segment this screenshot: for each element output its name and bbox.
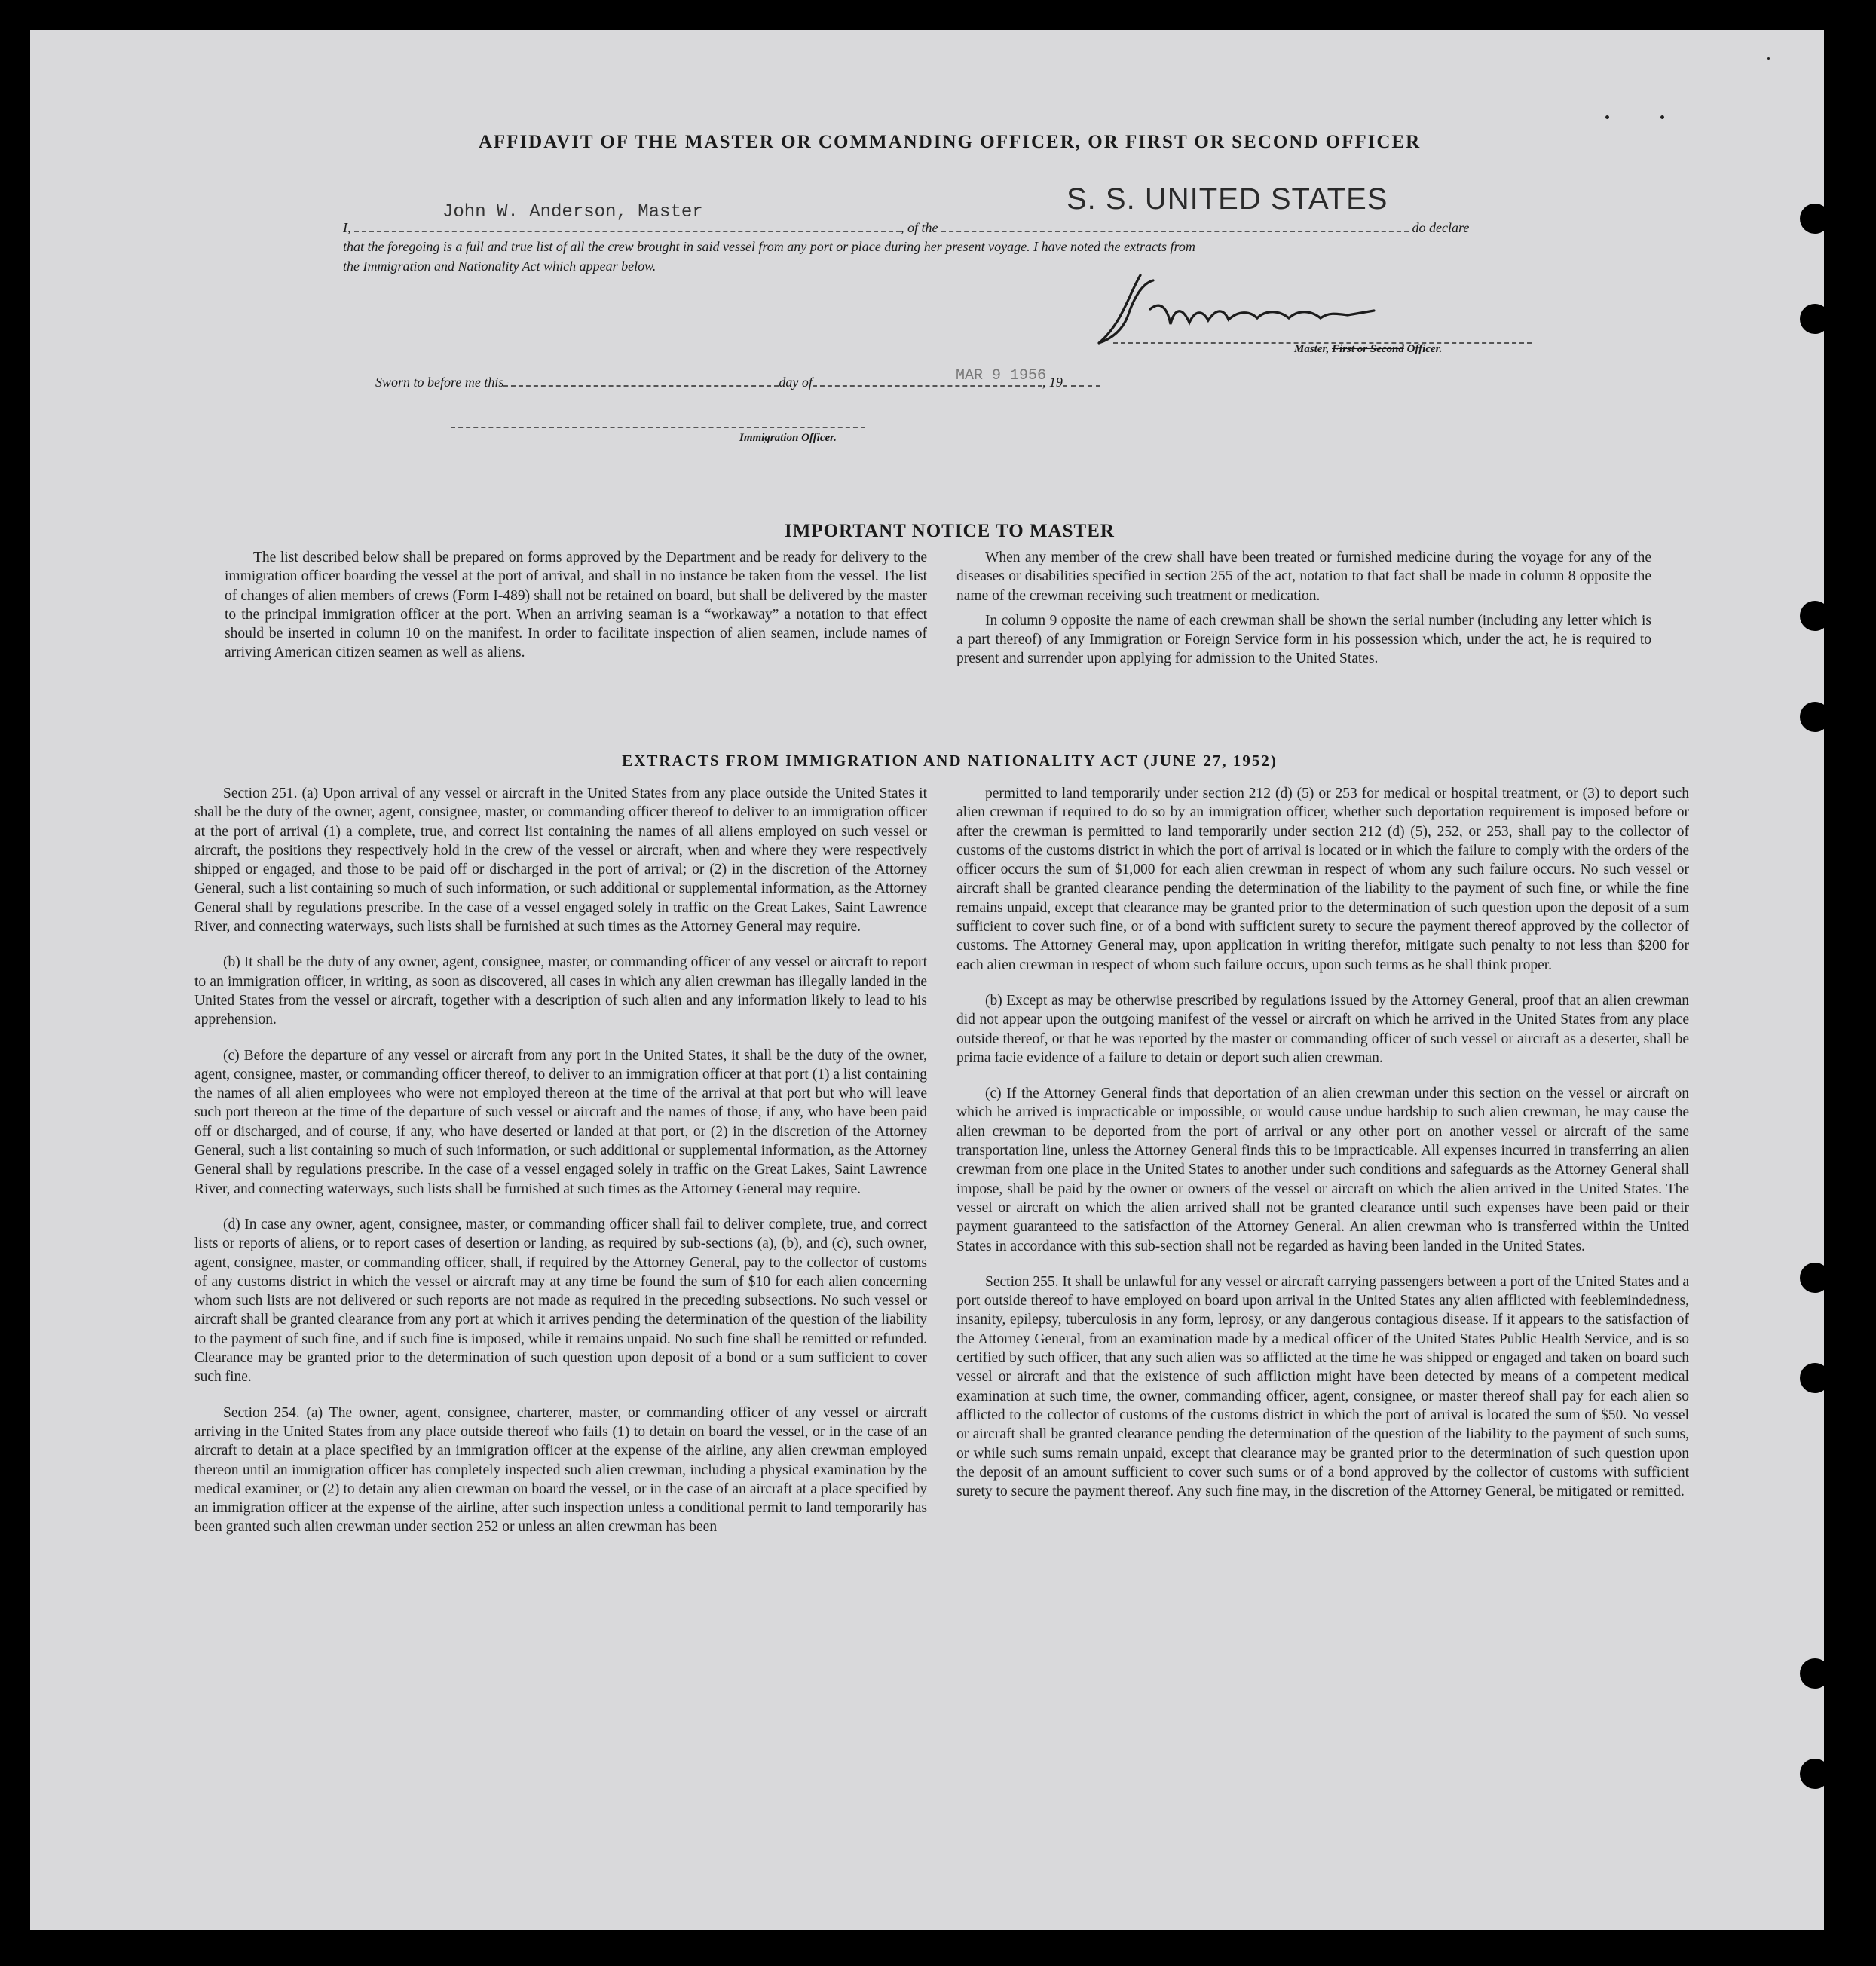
section-paragraph: (b) Except as may be otherwise prescribed by regulations issued by the Attorney General, proof that an alien crewman did not appear upon the outgoing manifest of the vessel or aircraft on which he arrived in the United States from any place outside thereof, or that he was reported by the master or commanding officer of such vessel or aircraft as a deserter, shall be prima facie evidence of a failure to detain or deport such alien crewman. (956, 992, 1689, 1066)
paper-speck (1660, 115, 1664, 119)
document-page (30, 30, 1824, 1930)
binder-hole (1800, 1759, 1830, 1789)
notice-right-column (956, 548, 1651, 675)
declaration-line-1: that the foregoing is a full and true list of all the crew brought in said vessel from any port or place during her present voyage. I have noted the extracts from (343, 239, 1195, 254)
notice-paragraph: When any member of the crew shall have been treated or furnished medicine during the voyage for any of the diseases or disabilities specified in section 255 of the act, notation to that fact shall be made in column 8 opposite the name of the crewman receiving such treatment or medication. (956, 550, 1651, 604)
binder-hole (1800, 1658, 1830, 1689)
section-paragraph: Section 255. It shall be unlawful for any vessel or aircraft carrying passengers between a port of the United States and a port outside thereof to have employed on board upon arrival in the United States any alien afflicted with feeblemindedness, insanity, epilepsy, tuberculosis in any form, leprosy, or any dangerous contagious disease. If it appears to the satisfaction of the Attorney General, from an examination made by a medical officer of the United States Public Health Service, and is so certified by such officer, that any such alien was so afflicted at the time he was shipped or engaged and taken on board such vessel or aircraft and that the existence of such affliction might have been detected by means of a competent medical examination at such time, the owner, commanding officer, agent, consignee, or master thereof shall pay for each alien so afflicted to the collector of customs of the customs district in which the port of arrival is located the sum of $50. No vessel or aircraft shall be granted clearance pending the determination of the question of the liability to the payment of such sums, or while such sums remain unpaid, except that clearance may be granted prior to the determination of such question upon the deposit of an amount sufficient to cover such sums or of a bond approved by the collector of customs with sufficient surety to secure the payment thereof. Any such fine may, in the discretion of the Attorney General, be mitigated or remitted. (956, 1273, 1689, 1500)
section-paragraph: Section 251. (a) Upon arrival of any vessel or aircraft in the United States from any place outside the United States it shall be the duty of the owner, agent, consignee, master, or commanding officer thereof to deliver to an immigration officer at the port of arrival (1) a complete, true, and correct list containing the names of all aliens employed on such vessel or aircraft, the positions they respectively hold in the crew of the vessel or aircraft, when and where they were respectively shipped or engaged, and those to be paid off or discharged in the port of arrival; or (2) in the discretion of the Attorney General, such a list containing so much of such information, or such additional or supplemental information, as the Attorney General shall by regulations prescribe. In the case of a vessel engaged solely in traffic on the Great Lakes, Saint Lawrence River, and connecting waterways, such lists shall be furnished at such times as the Attorney General may require. (194, 785, 927, 936)
notice-title: IMPORTANT NOTICE TO MASTER (785, 521, 1115, 541)
section-paragraph: (c) If the Attorney General finds that deportation of an alien crewman under this section on the vessel or aircraft on which he arrived is impracticable or impossible, or would cause undue hardship to such alien crewman, he may cause the alien crewman to be deported from the port of arrival or any other port on another vessel or aircraft of the same transportation line, unless the Attorney General finds this to be impracticable. All expenses incurred in transferring an alien crewman from one place in the United States to another under such conditions and safeguards as the Attorney General shall impose, shall be paid by the owner or owners of the vessel or aircraft on which the alien arrived in the United States. The vessel or aircraft on which the alien arrived shall not be granted clearance until such expenses have been paid or their payment guaranteed to the satisfaction of the Attorney General. An alien crewman who is transferred within the United States in accordance with this sub-section shall not be regarded as having been landed in the United States. (956, 1086, 1689, 1254)
vessel-name: S. S. UNITED STATES (1067, 182, 1388, 216)
binder-hole (1800, 702, 1830, 732)
paper-speck (1767, 57, 1770, 60)
immigration-officer-label: Immigration Officer. (739, 432, 837, 444)
binder-hole (1800, 1263, 1830, 1293)
extracts-title: EXTRACTS FROM IMMIGRATION AND NATIONALITY ACT (JUNE 27, 1952) (622, 752, 1278, 770)
extracts-right-column (956, 784, 1689, 1507)
binder-hole (1800, 601, 1830, 631)
date-stamp: MAR 9 1956 (956, 367, 1047, 384)
binder-hole (1800, 1363, 1830, 1393)
affidavit-title: AFFIDAVIT OF THE MASTER OR COMMANDING OFFICER, OR FIRST OR SECOND OFFICER (478, 132, 1422, 152)
notice-left-column (225, 548, 927, 669)
binder-hole (1800, 304, 1830, 334)
extracts-left-column (194, 784, 927, 1543)
section-paragraph: (b) It shall be the duty of any owner, agent, consignee, master, or commanding officer of any vessel or aircraft to report to an immigration officer, in writing, as soon as discovered, all cases in which any alien crewman has illegally landed in the United States from the vessel or aircraft, together with a description of such alien and any information likely to lead to his apprehension. (194, 954, 927, 1028)
section-paragraph: (c) Before the departure of any vessel or aircraft from any port in the United States, it shall be the duty of the owner, agent, consignee, master, or commanding officer thereof, to deliver to an immigration officer at that port (1) a list containing the names of all alien employees who were not employed thereon at the time of the arrival at that port but who will leave such port thereon at the time of the departure of such vessel or aircraft and the names of those, if any, who have been paid off or discharged, and of course, if any, who have deserted or landed at that port, or (2) in the discretion of the Attorney General, such a list containing so much of such information, or such additional or supplemental information, as the Attorney General shall by regulations prescribe. In the case of a vessel engaged solely in traffic on the Great Lakes, Saint Lawrence River, and connecting waterways, such lists shall be furnished at such times as the Attorney General may require. (194, 1047, 927, 1197)
paper-speck (1605, 115, 1609, 119)
signer-title: Master, First or Second Officer. (1294, 343, 1443, 355)
notice-paragraph: The list described below shall be prepared on forms approved by the Department and be ready for delivery to the immigration officer boarding the vessel at the port of arrival, and shall in no instance be taken from the vessel. The list of changes of alien members of crews (Form I-489) shall not be retained on board, but shall be delivered by the master to the principal immigration officer at the port. When an arriving seaman is a “workaway” a notation to that effect should be inserted in column 10 on the manifest. In order to facilitate inspection of alien seamen, include names of arriving American citizen seamen as well as aliens. (225, 550, 927, 661)
section-paragraph: permitted to land temporarily under section 212 (d) (5) or 253 for medical or hospital treatment, or (3) to deport such alien crewman if required to do so by an immigration officer, whether such deportation requirement is imposed before or after the crewman is permitted to land temporarily under section 212 (d) (5), 252, or 253, shall pay to the collector of customs of the customs district in which the port of arrival is located or in which the failure to comply with the orders of the officer occurs the sum of $1,000 for each alien crewman in respect of whom any such failure occurs. No such vessel or aircraft shall be granted clearance pending the determination of the liability to the payment of such fine, or while the fine remains unpaid, except that clearance may be granted prior to the determination of such question upon the deposit of a sum sufficient to cover such fine, or of a bond with sufficient surety to secure the payment thereof approved by the collector of customs. The Attorney General may, upon application in writing therefor, mitigate such penalty to not less than $200 for each alien crewman in respect of whom such failure occurs, upon such terms as he shall think proper. (956, 785, 1689, 973)
master-name-typed: John W. Anderson, Master (442, 202, 703, 222)
declaration-line-2: the Immigration and Nationality Act which appear below. (343, 259, 656, 274)
notice-paragraph: In column 9 opposite the name of each crewman shall be shown the serial number (including any letter which is a part thereof) of any Immigration or Foreign Service form in his possession which, under the act, he is required to present and surrender upon applying for admission to the United States. (956, 612, 1651, 667)
sworn-line: Sworn to before me this day of , 19 (375, 375, 1100, 390)
section-paragraph: (d) In case any owner, agent, consignee, master, or commanding officer shall fail to deliver complete, true, and correct lists or reports of aliens, or to report cases of desertion or landing, as required by sub-sections (a), (b), and (c), such owner, agent, consignee, master, or commanding officer, shall, if required by the Attorney General, pay to the collector of customs of any customs district in which the vessel or aircraft may at any time be found the sum of $10 for each alien concerning whom such lists are not delivered or such reports are not made as required in the preceding subsections. No such vessel or aircraft shall be granted clearance from any port at which it arrives pending the determination of the question of the liability to the payment of such fine, and if such fine is imposed, while it remains unpaid. No such fine shall be remitted or refunded. Clearance may be granted prior to the determination of such question upon deposit of a bond or a sum sufficient to cover such fine. (194, 1216, 927, 1386)
declarant-line: I, , of the do declare (343, 220, 1470, 235)
section-paragraph: Section 254. (a) The owner, agent, consignee, charterer, master, or commanding officer of any vessel or aircraft arriving in the United States from any place outside thereof who fails (1) to detain on board the vessel, or in the case of an aircraft to detain at a place specified by an immigration officer at the expense of the airline, any alien crewman employed thereon until an immigration officer has completely inspected such alien crewman, including a physical examination by the medical examiner, or (2) to detain any alien crewman on board the vessel, or in the case of an aircraft at a place specified by an immigration officer at the expense of the airline, after such inspection unless a conditional permit to land temporarily has been granted such alien crewman under section 252 or unless an alien crewman has been (194, 1404, 927, 1536)
binder-hole (1800, 204, 1830, 234)
